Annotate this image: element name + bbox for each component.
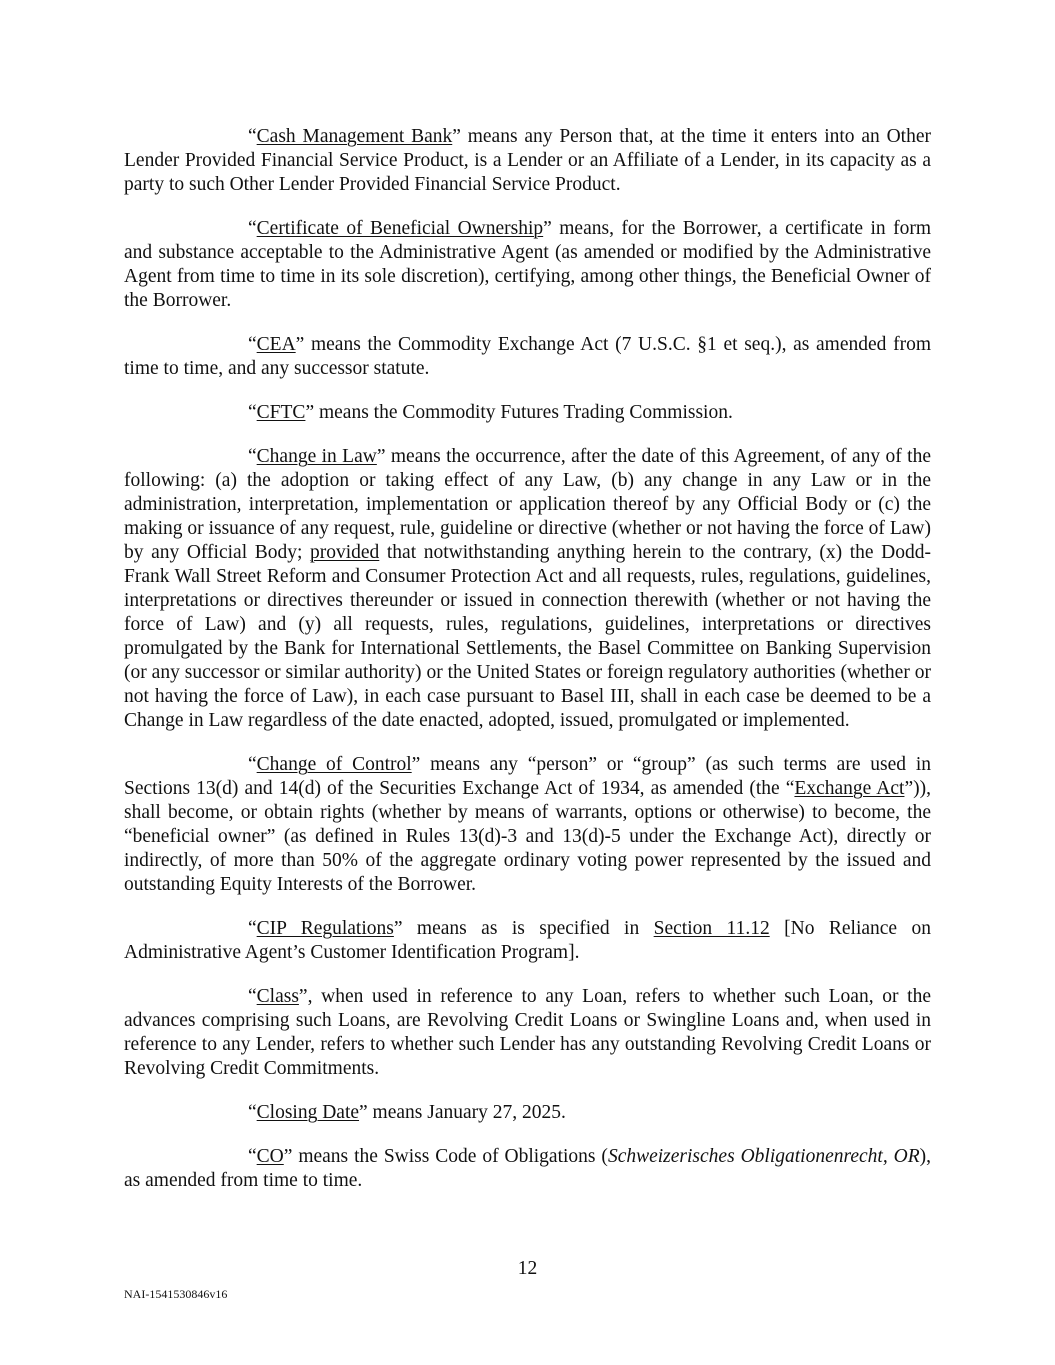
definition-text: ” means the Swiss Code of Obligations (	[283, 1146, 608, 1167]
defined-term-exchange-act: Exchange Act	[794, 778, 905, 799]
open-quote: “	[248, 402, 257, 423]
italic-term: Schweizerisches Obligationenrecht, OR	[607, 1146, 920, 1167]
definition-text-continued: that notwithstanding anything herein to the contrary, (x) the Dodd-Frank Wall Street Reform and Consumer Protection Act and all requests, rules, regulations, guidelines, interpretations or directives thereunder or issued in connection therewith (whether or not having the force of Law) and (y) all requests, rules, regulations, guidelines, interpretations or directives promulgated by the Bank for International Settlements, the Basel Committee on Banking Supervision (or any successor or similar authority) or the United States or foreign regulatory authorities (whether or not having the force of Law), in each case pursuant to Basel III, shall in each case be deemed to be a Change in Law regardless of the date enacted, adopted, issued, promulgated or implemented.	[124, 542, 931, 731]
definition-text: ” means January 27, 2025.	[359, 1102, 566, 1123]
page-number: 12	[517, 1258, 538, 1279]
definition-text-continued: ), as amended from time to time.	[124, 1146, 932, 1191]
defined-term: CFTC	[256, 402, 306, 423]
definition-change-of-control	[124, 753, 931, 897]
open-quote: “	[248, 1102, 257, 1123]
definition-cea	[124, 333, 931, 381]
definition-text: ” means, for the Borrower, a certificate in form and substance acceptable to the Administrative Agent (as amended or modified by the Administrative Agent from time to time in its sole discretion), certifying, among other things, the Beneficial Owner of the Borrower.	[124, 218, 931, 311]
definition-text: ” means the Commodity Futures Trading Commission.	[305, 402, 733, 423]
definition-change-in-law	[124, 445, 931, 733]
definitions-body	[124, 125, 931, 1213]
definition-text: ”, when used in reference to any Loan, refers to whether such Loan, or the advances comprising such Loans, are Revolving Credit Loans or Swingline Loans and, when used in reference to any Lender, refers to whether such Lender has any outstanding Revolving Credit Loans or Revolving Credit Commitments.	[124, 986, 931, 1079]
open-quote: “	[248, 334, 257, 355]
defined-term: CO	[256, 1146, 284, 1167]
defined-term: Certificate of Beneficial Ownership	[256, 218, 544, 239]
open-quote: “	[248, 1146, 257, 1167]
definition-text: ” means the Commodity Exchange Act (7 U.S.C. §1 et seq.), as amended from time to time, and any successor statute.	[124, 334, 931, 379]
defined-term: Class	[256, 986, 299, 1007]
definition-certificate-of-beneficial-ownership	[124, 217, 931, 313]
definition-cftc	[124, 401, 931, 425]
defined-term: Closing Date	[256, 1102, 360, 1123]
definition-cip-regulations	[124, 917, 931, 965]
definition-text: ” means as is specified in	[393, 918, 654, 939]
defined-term: Cash Management Bank	[256, 126, 453, 147]
definition-text-continued: [No Reliance on Administrative Agent’s Customer Identification Program].	[124, 918, 931, 963]
defined-term: CIP Regulations	[256, 918, 394, 939]
definition-co	[124, 1145, 931, 1193]
open-quote: “	[248, 986, 257, 1007]
provided-term: provided	[309, 542, 380, 563]
defined-term: CEA	[256, 334, 296, 355]
open-quote: “	[248, 446, 257, 467]
open-quote: “	[248, 126, 257, 147]
open-quote: “	[248, 218, 257, 239]
document-id: NAI-1541530846v16	[124, 1287, 228, 1301]
defined-term: Change of Control	[256, 754, 412, 775]
defined-term: Change in Law	[256, 446, 377, 467]
definition-text: ” means any “person” or “group” (as such terms are used in Sections 13(d) and 14(d) of the Securities Exchange Act of 1934, as amended (the “	[124, 754, 931, 799]
open-quote: “	[248, 754, 257, 775]
definition-text: ” means any Person that, at the time it enters into an Other Lender Provided Financial Service Product, is a Lender or an Affiliate of a Lender, in its capacity as a party to such Other Lender Provided Financial Service Product.	[124, 126, 931, 195]
definition-closing-date	[124, 1101, 931, 1125]
definition-cash-management-bank	[124, 125, 931, 197]
open-quote: “	[248, 918, 257, 939]
definition-text: ” means the occurrence, after the date of this Agreement, of any of the following: (a) the adoption or taking effect of any Law, (b) any change in any Law or in the administration, interpretation, implementation or application thereof by any Official Body or (c) the making or issuance of any request, rule, guideline or directive (whether or not having the force of Law) by any Official Body;	[124, 446, 931, 563]
definition-class	[124, 985, 931, 1081]
definition-text-continued: ”)), shall become, or obtain rights (whether by means of warrants, options or otherwise) to become, the “beneficial owner” (as defined in Rules 13(d)-3 and 13(d)-5 under the Exchange Act), directly or indirectly, of more than 50% of the aggregate ordinary voting power represented by the issued and outstanding Equity Interests of the Borrower.	[124, 778, 931, 895]
section-reference: Section 11.12	[653, 918, 770, 939]
